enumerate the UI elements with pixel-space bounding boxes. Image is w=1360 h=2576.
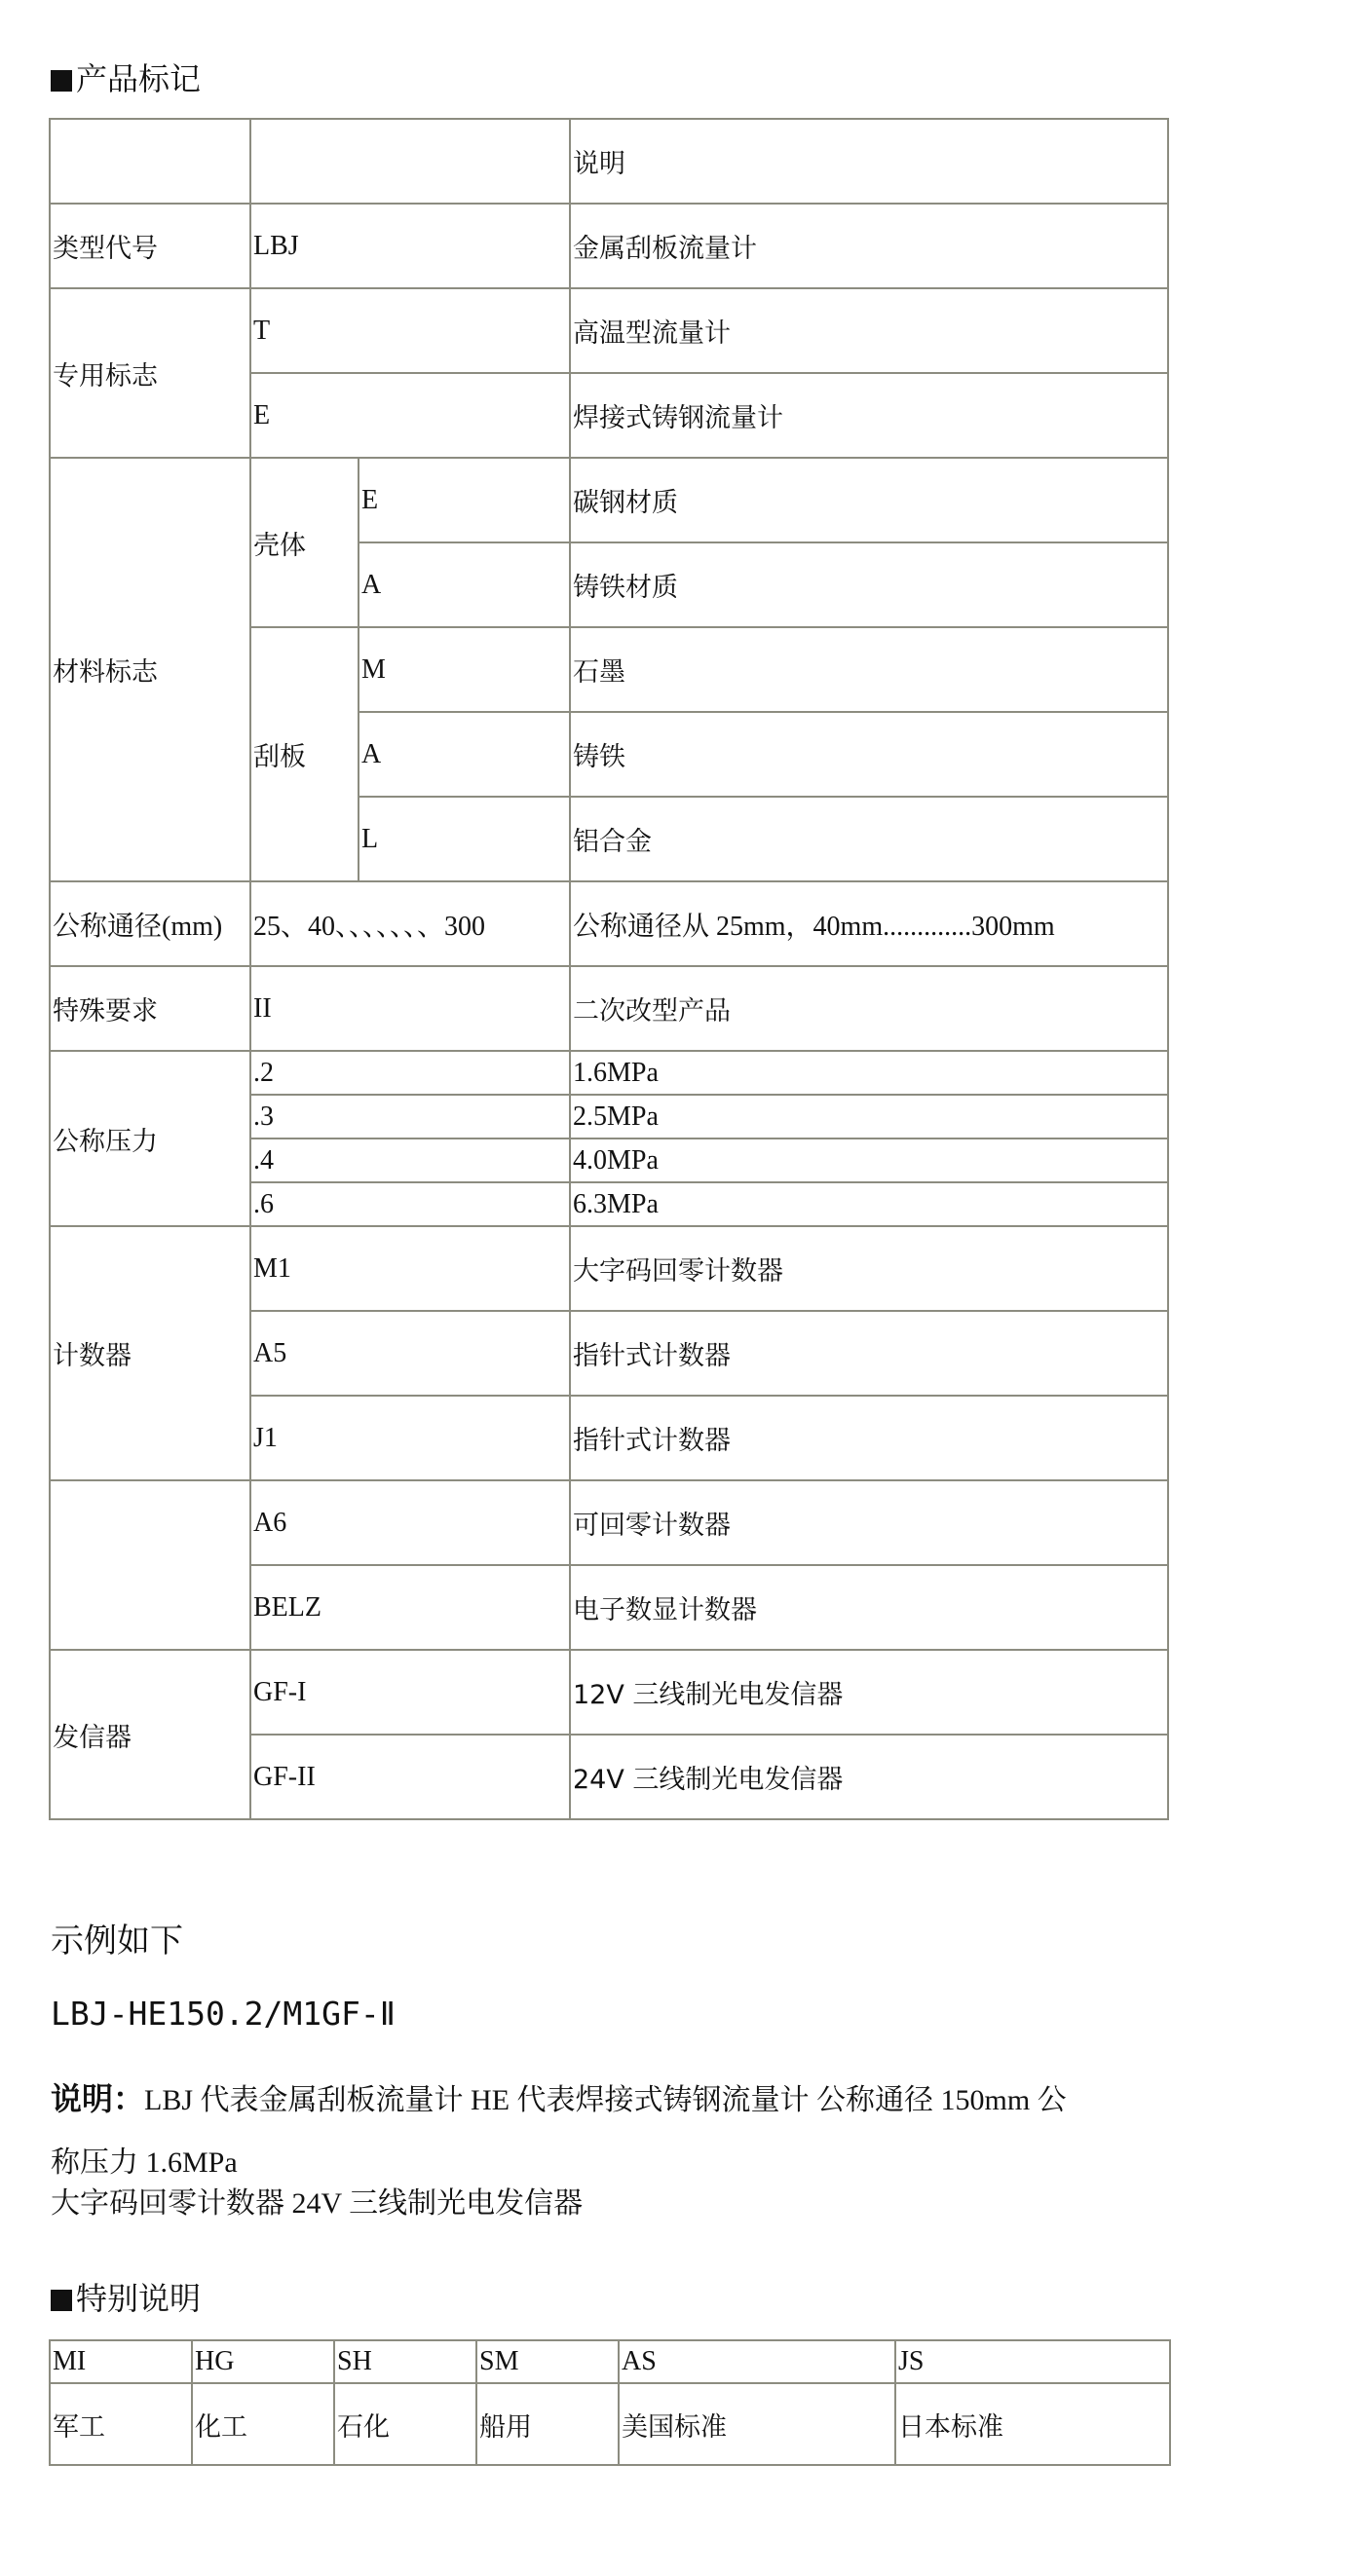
table-row: 公称通径(mm) 25、40、、、、、、、300 公称通径从 25mm，40mm.............300mm [50,881,1168,966]
table-row: J1 指针式计数器 [50,1396,1168,1480]
table-row: 类型代号 LBJ 金属刮板流量计 [50,204,1168,288]
square-bullet-icon [51,2290,72,2311]
table-row: 发信器 GF-I 12V 三线制光电发信器 [50,1650,1168,1735]
row-label: 公称压力 [50,1051,250,1226]
row-label: 公称通径(mm) [50,881,250,966]
table-row: A 铸铁材质 [50,542,1168,627]
header-description: 说明 [570,119,1168,204]
section-title-product-marking: 产品标记 [51,55,201,99]
table-row: .3 2.5MPa [50,1095,1168,1139]
counter-sender-table [49,1479,1169,1820]
table-row: A6 可回零计数器 [50,1480,1168,1565]
row-label: 计数器 [50,1226,250,1480]
table-row: MI HG SH SM AS JS [50,2340,1170,2383]
sub-label: 刮板 [250,627,359,881]
example-description-line2: 称压力 1.6MPa [51,2147,238,2179]
row-label: 类型代号 [50,204,250,288]
table-row: .4 4.0MPa [50,1139,1168,1182]
row-label: 材料标志 [50,458,250,881]
special-notes-table [49,2339,1171,2466]
table-row: 公称压力 .2 1.6MPa [50,1051,1168,1095]
table-row: GF-II 24V 三线制光电发信器 [50,1735,1168,1819]
example-description-line1: 说明：LBJ 代表金属刮板流量计 HE 代表焊接式铸钢流量计 公称通径 150mm 公 [51,2080,1067,2117]
table-row: 材料标志 壳体 E 碳钢材质 [50,458,1168,542]
table-row: A5 指针式计数器 [50,1311,1168,1396]
example-description-line3: 大字码回零计数器 24V 三线制光电发信器 [51,2187,584,2220]
sender-desc: 24V 三线制光电发信器 [570,1735,1168,1819]
example-title: 示例如下 [51,1923,183,1960]
row-label: 专用标志 [50,288,250,458]
sub-label: 壳体 [250,458,359,627]
table-row: 军工 化工 石化 船用 美国标准 日本标准 [50,2383,1170,2465]
row-label: 发信器 [50,1650,250,1819]
table-row: .6 6.3MPa [50,1182,1168,1226]
product-marking-table [49,118,1169,1481]
row-label: 特殊要求 [50,966,250,1051]
sender-desc: 12V 三线制光电发信器 [570,1650,1168,1735]
table-row: BELZ 电子数显计数器 [50,1565,1168,1650]
table-row: 特殊要求 II 二次改型产品 [50,966,1168,1051]
example-model: LBJ-HE150.2/M1GF-Ⅱ [51,1995,396,2033]
square-bullet-icon [51,70,72,92]
table-row: E 焊接式铸钢流量计 [50,373,1168,458]
table-row: 专用标志 T 高温型流量计 [50,288,1168,373]
table-row: A 铸铁 [50,712,1168,797]
section-title-special-notes: 特别说明 [51,2274,201,2319]
table-row: L 铝合金 [50,797,1168,881]
table-row: 计数器 M1 大字码回零计数器 [50,1226,1168,1311]
table-row: 刮板 M 石墨 [50,627,1168,712]
table-row [50,119,1168,204]
